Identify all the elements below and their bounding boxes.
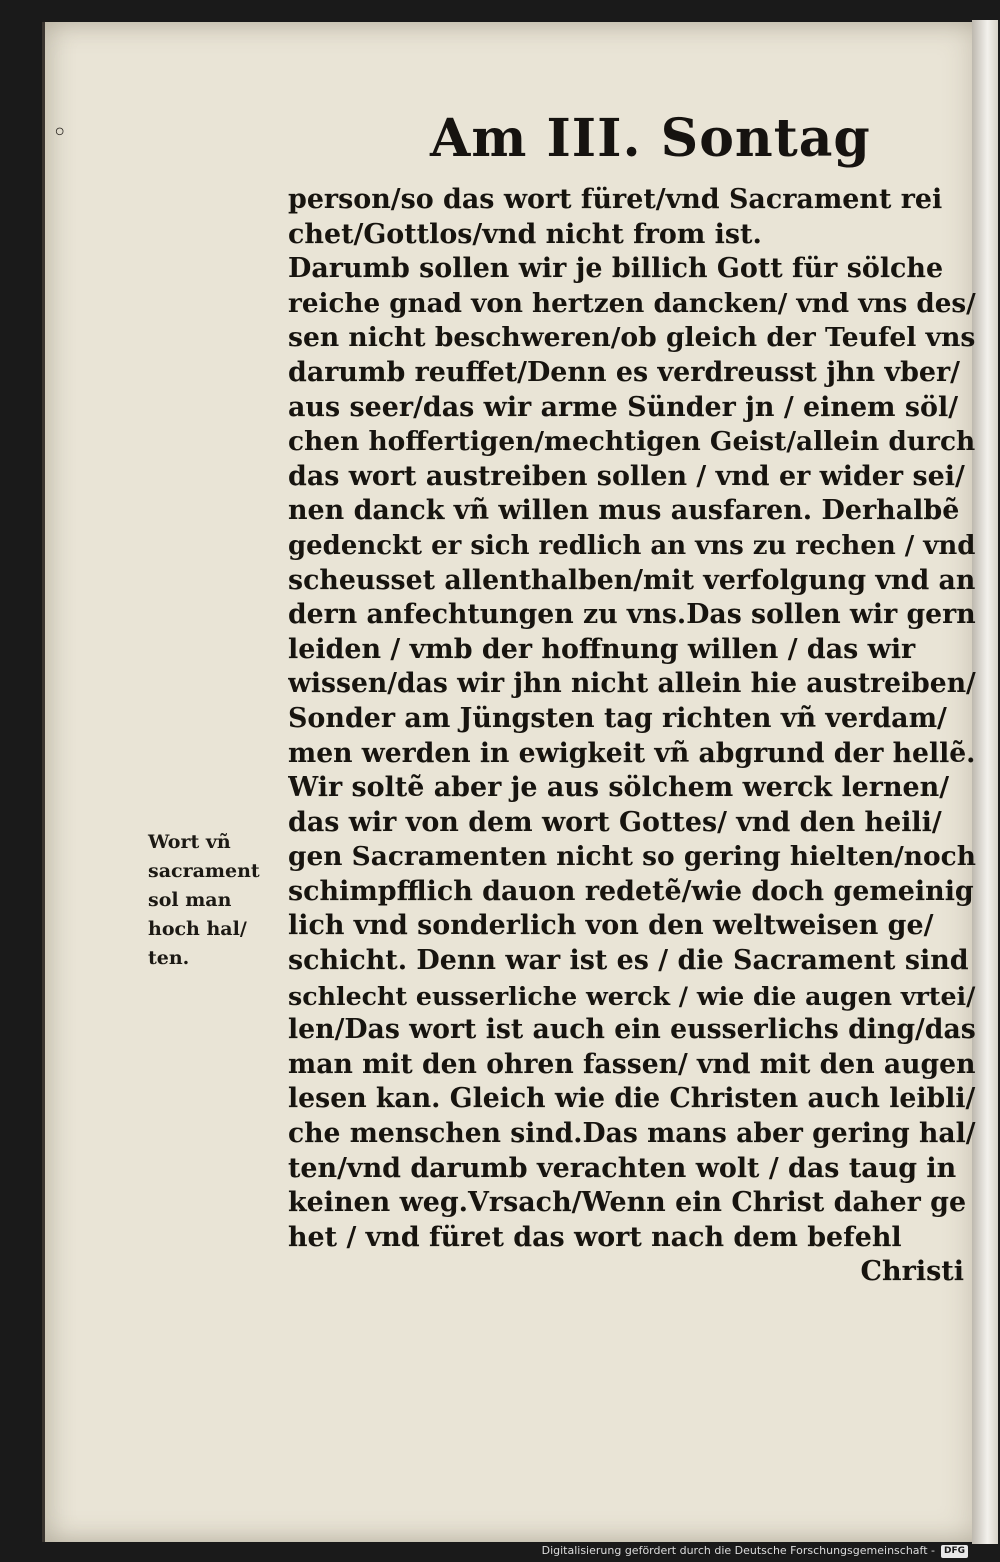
text-line: het / vnd füret das wort nach dem befehl xyxy=(288,1221,902,1253)
text-line: das wort austreiben sollen / vnd er wider sei/ xyxy=(288,460,965,492)
margin-note-line: sol man xyxy=(148,889,232,911)
margin-note-line: ten. xyxy=(148,947,190,969)
text-line: darumb reuffet/Denn es verdreusst jhn vber/ xyxy=(288,356,961,388)
text-line: nen danck vñ willen mus ausfaren. Derhalbẽ xyxy=(288,495,960,527)
text-line: reiche gnad von hertzen dancken/ vnd vns des/ xyxy=(288,287,976,319)
text-line: person/so das wort füret/vnd Sacrament rei xyxy=(288,184,943,215)
text-line: gen Sacramenten nicht so gering hielten/noch xyxy=(288,841,976,873)
text-line: Sonder am Jüngsten tag richten vñ verdam/ xyxy=(288,702,947,734)
text-line: men werden in ewigkeit vñ abgrund der hellẽ. xyxy=(288,737,976,769)
text-line: schimpfflich dauon redetẽ/wie doch gemeinig xyxy=(288,875,974,907)
footer-text: Digitalisierung gefördert durch die Deutsche Forschungsgemeinschaft - xyxy=(541,1544,935,1557)
catchword: Christi xyxy=(860,1256,964,1288)
margin-note-line: hoch hal/ xyxy=(148,918,247,940)
text-line: lich vnd sonderlich von den weltweisen ge/ xyxy=(288,910,934,942)
text-line: leiden / vmb der hoffnung willen / das wir xyxy=(288,633,916,665)
left-edge-mark: ◦ xyxy=(52,118,68,148)
text-line: ten/vnd darumb verachten wolt / das taug in xyxy=(288,1152,957,1184)
text-line: man mit den ohren fassen/ vnd mit den augen xyxy=(288,1048,976,1080)
text-line: dern anfechtungen zu vns.Das sollen wir gern xyxy=(288,599,976,631)
text-line: aus seer/das wir arme Sünder jn / einem söl/ xyxy=(288,391,959,423)
text-line: keinen weg.Vrsach/Wenn ein Christ daher ge xyxy=(288,1187,967,1219)
margin-note xyxy=(148,828,288,973)
text-line: che menschen sind.Das mans aber gering hal/ xyxy=(288,1118,976,1150)
text-line: scheusset allenthalben/mit verfolgung vnd an xyxy=(288,564,976,596)
text-line: schlecht eusserliche werck / wie die augen vrtei/ xyxy=(288,980,976,1011)
text-line: sen nicht beschweren/ob gleich der Teufel vns xyxy=(288,322,976,354)
text-line: chet/Gottlos/vnd nicht from ist. xyxy=(288,218,762,250)
text-line: Darumb sollen wir je billich Gott für sölche xyxy=(288,253,944,285)
margin-note-line: Wort vñ xyxy=(148,831,231,853)
dfg-logo: DFG xyxy=(941,1545,968,1558)
text-line: Wir soltẽ aber je aus sölchem werck lernen/ xyxy=(288,772,950,804)
running-header: Am III. Sontag xyxy=(430,108,871,169)
footer-credit xyxy=(542,1540,968,1562)
text-line: das wir von dem wort Gottes/ vnd den heili/ xyxy=(288,806,942,838)
margin-note-line: sacrament xyxy=(148,860,260,882)
text-line: len/Das wort ist auch ein eusserlichs ding/das xyxy=(288,1014,976,1046)
text-line: chen hoffertigen/mechtigen Geist/allein durch xyxy=(288,426,976,458)
text-line: gedenckt er sich redlich an vns zu rechen / vnd xyxy=(288,530,976,561)
text-line: schicht. Denn war ist es / die Sacrament sind xyxy=(288,945,969,977)
text-line: wissen/das wir jhn nicht allein hie austreiben/ xyxy=(288,668,976,700)
text-line: lesen kan. Gleich wie die Christen auch leibli/ xyxy=(288,1083,976,1115)
body-text xyxy=(288,183,978,1290)
